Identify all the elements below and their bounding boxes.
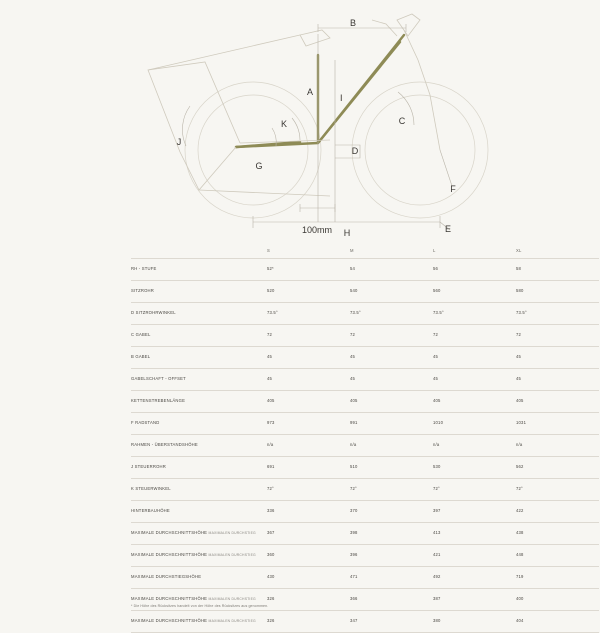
table-cell: 510 xyxy=(350,457,433,479)
figure-dimension-note: 100mm xyxy=(301,225,333,235)
table-row xyxy=(131,303,599,325)
table-cell: 540 xyxy=(350,281,433,303)
table-cell: 492 xyxy=(433,567,516,589)
row-label-subtext: MAXIMALEN DURCHSTIEG xyxy=(208,597,256,602)
row-label-text: B GABEL xyxy=(131,354,151,360)
row-label-text: KETTENSTREBENLÄNGE xyxy=(131,398,186,404)
figure-label-A: A xyxy=(306,87,313,97)
table-row xyxy=(131,259,599,281)
table-cell: n/a xyxy=(350,435,433,457)
table-cell: 405 xyxy=(350,391,433,413)
table-cell: 387 xyxy=(433,589,516,611)
table-cell: 1031 xyxy=(516,413,599,435)
table-cell: 58 xyxy=(516,259,599,281)
table-cell: n/a xyxy=(516,435,599,457)
table-cell: 396 xyxy=(350,545,433,567)
table-footnote: * Die Höhe des Rücksitzes handelt von der Höhe des Rücksitzes aus genommen. xyxy=(131,604,269,608)
figure-label-E: E xyxy=(444,224,452,234)
table-cell: 562 xyxy=(516,457,599,479)
table-row xyxy=(131,567,599,589)
table-row xyxy=(131,457,599,479)
figure-label-G: G xyxy=(255,161,263,171)
table-cell: 1010 xyxy=(433,413,516,435)
table-cell: 367 xyxy=(267,523,350,545)
table-cell: 72° xyxy=(433,479,516,501)
table-cell: 45 xyxy=(267,347,350,369)
table-row xyxy=(131,347,599,369)
table-cell: 347 xyxy=(350,611,433,633)
table-row xyxy=(131,523,599,545)
row-label-text: J STEUERROHR xyxy=(131,464,166,470)
table-cell: 438 xyxy=(516,523,599,545)
table-cell: 45 xyxy=(433,369,516,391)
table-cell: n/a xyxy=(267,435,350,457)
table-cell: 448 xyxy=(516,545,599,567)
table-row xyxy=(131,325,599,347)
table-row xyxy=(131,369,599,391)
column-header-l: L xyxy=(433,244,516,259)
figure-label-I: I xyxy=(340,93,343,103)
row-label-text: SITZROHR xyxy=(131,288,155,294)
row-label-subtext: MAXIMALEN DURCHSTIEG xyxy=(208,531,256,536)
row-label xyxy=(131,369,267,391)
table-cell: 397 xyxy=(433,501,516,523)
row-label xyxy=(131,347,267,369)
figure-label-F: F xyxy=(450,184,456,194)
table-cell: 73.5° xyxy=(267,303,350,325)
table-cell: 45 xyxy=(350,347,433,369)
table-row xyxy=(131,435,599,457)
table-cell: 72 xyxy=(350,325,433,347)
table-cell: 471 xyxy=(350,567,433,589)
table-row xyxy=(131,501,599,523)
geometry-table xyxy=(131,244,599,633)
row-label-text: RAHMEN - ÜBERSTANDSHÖHE xyxy=(131,442,198,448)
table-cell: 45 xyxy=(433,347,516,369)
table-cell: 413 xyxy=(433,523,516,545)
table-cell: n/a xyxy=(433,435,516,457)
table-cell: 430 xyxy=(267,567,350,589)
row-label xyxy=(131,479,267,501)
table-cell: 422 xyxy=(516,501,599,523)
row-label xyxy=(131,303,267,325)
geometry-table-container xyxy=(131,244,599,633)
figure-label-B: B xyxy=(349,18,357,28)
table-row xyxy=(131,611,599,633)
row-label-subtext: MAXIMALEN DURCHSTIEG xyxy=(208,619,256,624)
table-cell: 45 xyxy=(267,369,350,391)
table-cell: 719 xyxy=(516,567,599,589)
row-label xyxy=(131,259,267,281)
column-header-m: M xyxy=(350,244,433,259)
figure-label-H: H xyxy=(343,228,351,238)
column-header-label xyxy=(131,244,267,259)
figure-label-K: K xyxy=(280,119,288,129)
row-label-text: D SITZROHRWINKEL xyxy=(131,310,176,316)
table-cell: 370 xyxy=(350,501,433,523)
table-cell: 991 xyxy=(350,413,433,435)
table-cell: 45 xyxy=(350,369,433,391)
row-label xyxy=(131,325,267,347)
table-row xyxy=(131,281,599,303)
row-label xyxy=(131,281,267,303)
table-cell: 398 xyxy=(350,523,433,545)
table-cell: 72° xyxy=(350,479,433,501)
table-cell: 72 xyxy=(516,325,599,347)
figure-label-D: D xyxy=(351,146,359,156)
row-label-text: HINTERBAUHÖHE xyxy=(131,508,170,514)
table-cell: 72° xyxy=(267,479,350,501)
table-head xyxy=(131,244,599,259)
row-label xyxy=(131,611,267,633)
table-cell: 52* xyxy=(267,259,350,281)
table-cell: 405 xyxy=(516,391,599,413)
row-label xyxy=(131,501,267,523)
table-cell: 404 xyxy=(516,611,599,633)
table-cell: 72 xyxy=(267,325,350,347)
row-label-text: MAXIMALE DURCHSCHNITTSHÖHE xyxy=(131,530,208,536)
table-cell: 73.5° xyxy=(350,303,433,325)
table-cell: 405 xyxy=(433,391,516,413)
table-header-row xyxy=(131,244,599,259)
figure-label-J: J xyxy=(176,137,182,147)
table-cell: 45 xyxy=(516,369,599,391)
table-cell: 326 xyxy=(267,611,350,633)
table-cell: 45 xyxy=(516,347,599,369)
table-cell: 380 xyxy=(433,611,516,633)
table-cell: 366 xyxy=(350,589,433,611)
table-cell: 326 xyxy=(267,589,350,611)
row-label xyxy=(131,523,267,545)
row-label-text: K STEUERWINKEL xyxy=(131,486,171,492)
row-label-text: F RADSTAND xyxy=(131,420,160,426)
table-body xyxy=(131,259,599,633)
bike-geometry-diagram xyxy=(0,0,600,240)
table-cell: 72° xyxy=(516,479,599,501)
row-label-text: GABELSCHAFT - OFFSET xyxy=(131,376,186,382)
row-label-text: MAXIMALE DURCHSCHNITTSHÖHE xyxy=(131,552,208,558)
table-cell: 520 xyxy=(267,281,350,303)
figure-label-C: C xyxy=(398,116,406,126)
table-cell: 54 xyxy=(350,259,433,281)
table-cell: 405 xyxy=(267,391,350,413)
table-cell: 421 xyxy=(433,545,516,567)
row-label xyxy=(131,435,267,457)
table-cell: 560 xyxy=(433,281,516,303)
column-header-s: S xyxy=(267,244,350,259)
table-cell: 72 xyxy=(433,325,516,347)
row-label-text: C GABEL xyxy=(131,332,151,338)
row-label-text: MAXIMALE DURCHSCHNITTSHÖHE xyxy=(131,618,208,624)
table-cell: 360 xyxy=(267,545,350,567)
table-cell: 973 xyxy=(267,413,350,435)
row-label xyxy=(131,391,267,413)
table-cell: 580 xyxy=(516,281,599,303)
row-label-subtext: MAXIMALEN DURCHSTIEG xyxy=(208,553,256,558)
column-header-xl: XL xyxy=(516,244,599,259)
row-label xyxy=(131,413,267,435)
row-label-text: MAXIMALE DURCHSCHNITTSHÖHE xyxy=(131,596,208,602)
table-row xyxy=(131,391,599,413)
table-cell: 530 xyxy=(433,457,516,479)
row-label xyxy=(131,567,267,589)
row-label xyxy=(131,457,267,479)
table-cell: 73.5° xyxy=(433,303,516,325)
row-label xyxy=(131,545,267,567)
row-label-text: MAXIMALE DURCHSTIEGSHÖHE xyxy=(131,574,202,580)
table-cell: 73.5° xyxy=(516,303,599,325)
table-cell: 691 xyxy=(267,457,350,479)
table-cell: 400 xyxy=(516,589,599,611)
row-label-text: RH - STUFE xyxy=(131,266,157,272)
table-row xyxy=(131,545,599,567)
table-row xyxy=(131,479,599,501)
table-cell: 336 xyxy=(267,501,350,523)
table-cell: 56 xyxy=(433,259,516,281)
table-row xyxy=(131,413,599,435)
